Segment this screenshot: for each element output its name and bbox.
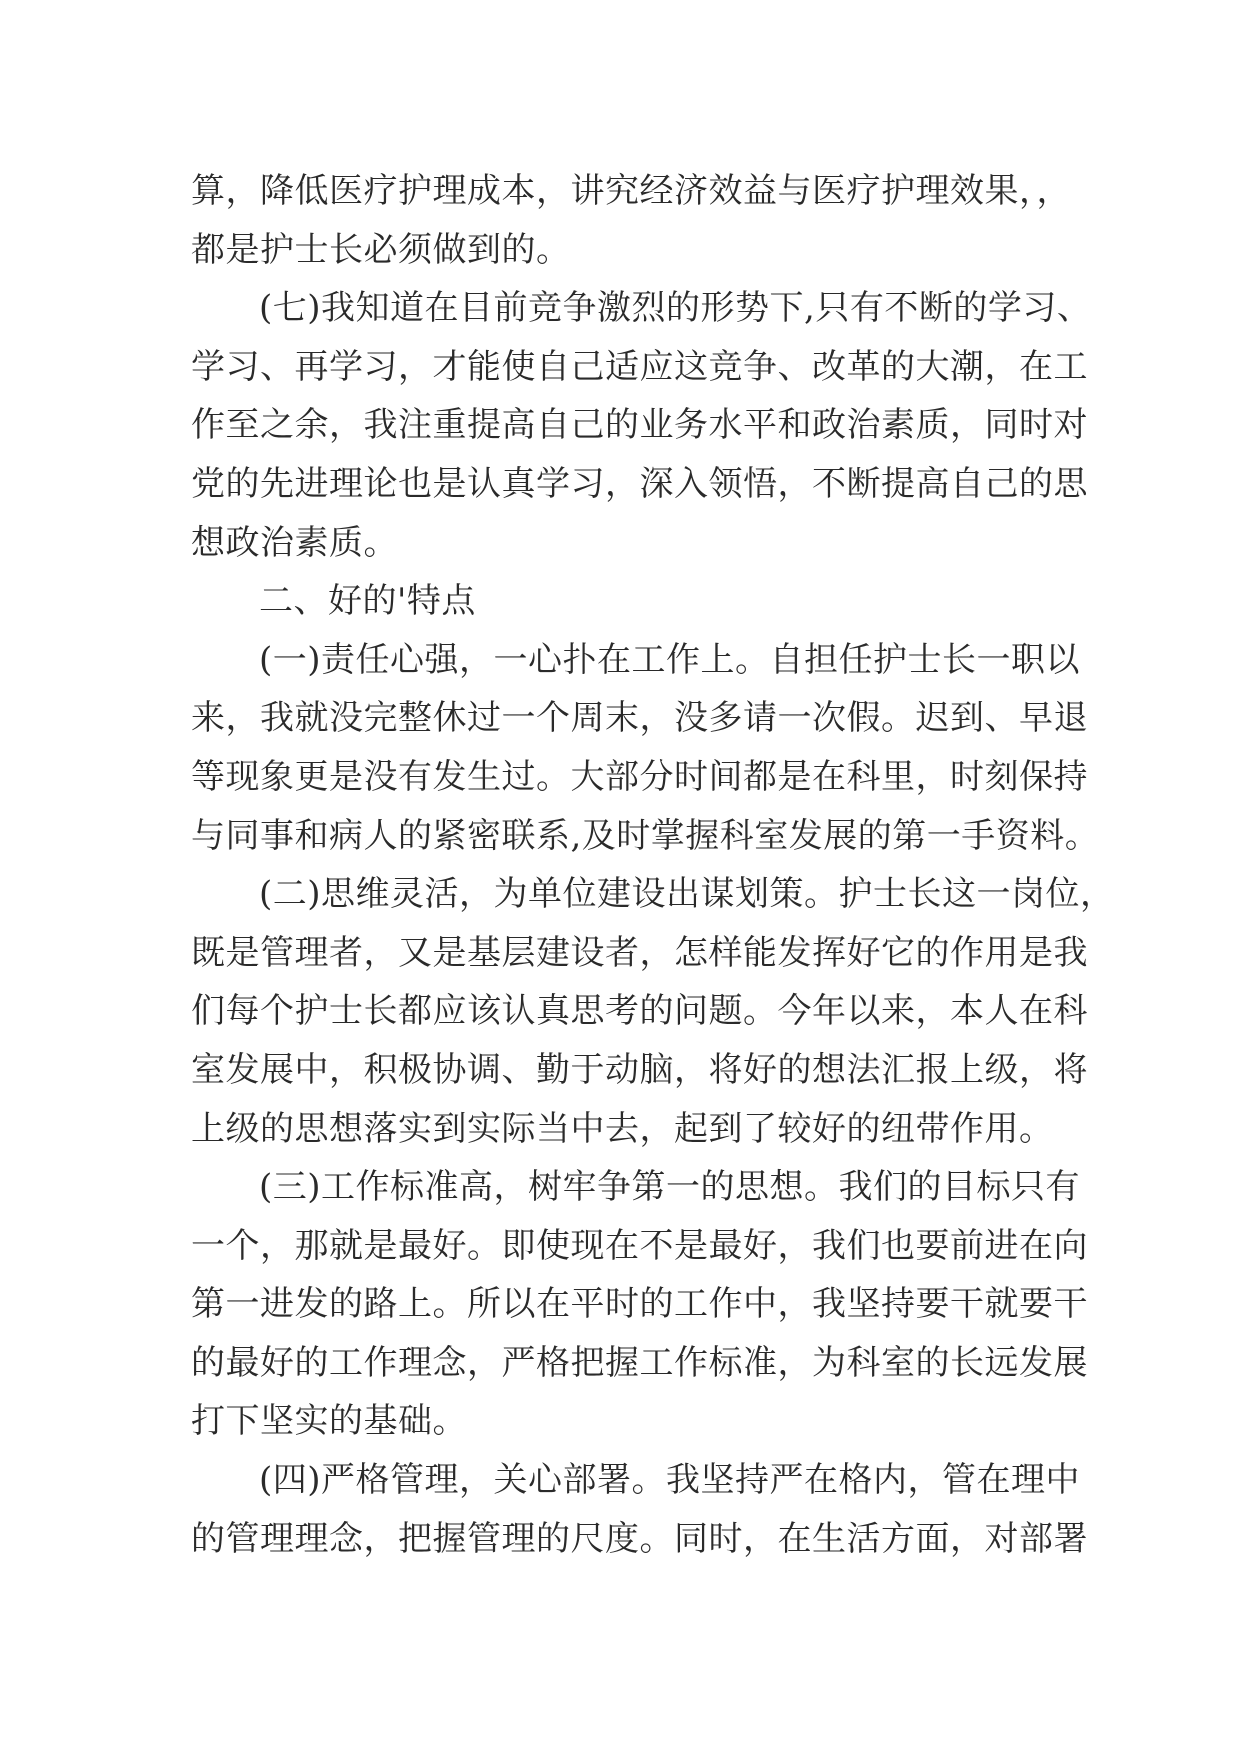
- paragraph-line: 等现象更是没有发生过。大部分时间都是在科里，时刻保持: [191, 756, 1088, 797]
- paragraph-line: 作至之余，我注重提高自己的业务水平和政治素质，同时对: [191, 405, 1088, 446]
- paragraph-line: (七)我知道在目前竞争激烈的形势下,只有不断的学习、: [259, 288, 1092, 329]
- document-body: [191, 162, 1115, 1568]
- paragraph-line: 想政治素质。: [191, 522, 398, 563]
- section-heading: 二、好的'特点: [259, 581, 476, 622]
- paragraph-line: 既是管理者，又是基层建设者，怎样能发挥好它的作用是我: [191, 932, 1088, 973]
- paragraph-line: 上级的思想落实到实际当中去，起到了较好的纽带作用。: [191, 1108, 1054, 1149]
- paragraph-line: 打下坚实的基础。: [191, 1401, 467, 1442]
- paragraph-line: 第一进发的路上。所以在平时的工作中，我坚持要干就要干: [191, 1284, 1088, 1325]
- paragraph-line: 一个，那就是最好。即使现在不是最好，我们也要前进在向: [191, 1225, 1088, 1266]
- paragraph-line: 来，我就没完整休过一个周末，没多请一次假。迟到、早退: [191, 698, 1088, 739]
- paragraph-line: 党的先进理论也是认真学习，深入领悟，不断提高自己的思: [191, 463, 1088, 504]
- paragraph-line: 算，降低医疗护理成本，讲究经济效益与医疗护理效果，，: [191, 171, 1071, 211]
- paragraph-line: 与同事和病人的紧密联系,及时掌握科室发展的第一手资料。: [191, 815, 1100, 856]
- paragraph-line: (四)严格管理，关心部署。我坚持严在格内，管在理中: [259, 1460, 1081, 1501]
- paragraph-line: 的最好的工作理念，严格把握工作标准，为科室的长远发展: [191, 1342, 1088, 1383]
- paragraph-line: (二)思维灵活，为单位建设出谋划策。护士长这一岗位，: [259, 874, 1115, 915]
- paragraph-line: 都是护士长必须做到的。: [191, 229, 571, 270]
- paragraph-line: (一)责任心强，一心扑在工作上。自担任护士长一职以: [259, 639, 1081, 680]
- paragraph-line: (三)工作标准高，树牢争第一的思想。我们的目标只有: [259, 1167, 1081, 1208]
- paragraph-line: 的管理理念，把握管理的尺度。同时，在生活方面，对部署: [191, 1518, 1088, 1559]
- paragraph-line: 们每个护士长都应该认真思考的问题。今年以来，本人在科: [191, 991, 1088, 1032]
- paragraph-line: 学习、再学习，才能使自己适应这竞争、改革的大潮，在工: [191, 346, 1088, 387]
- paragraph-line: 室发展中，积极协调、勤于动脑，将好的想法汇报上级，将: [191, 1049, 1088, 1090]
